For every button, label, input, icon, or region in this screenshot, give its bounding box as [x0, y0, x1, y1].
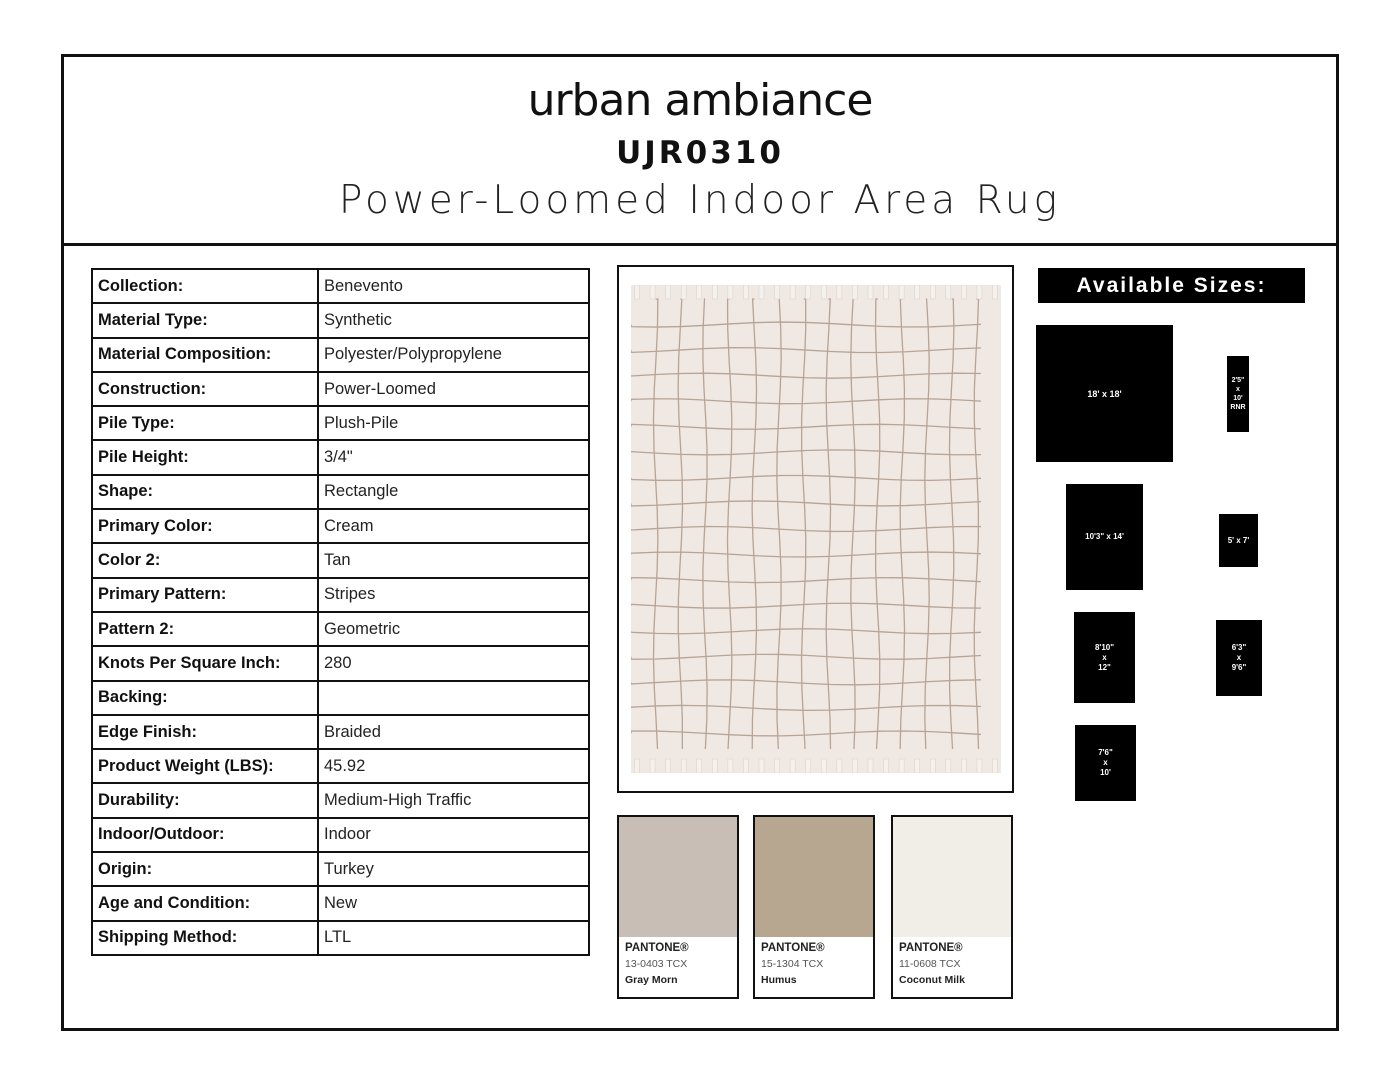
rug-tassel	[743, 759, 748, 773]
spec-label: Primary Pattern:	[92, 578, 318, 612]
rug-tassel	[697, 285, 702, 299]
spec-value: Polyester/Polypropylene	[318, 338, 589, 372]
spec-label: Material Type:	[92, 303, 318, 337]
spec-label: Indoor/Outdoor:	[92, 818, 318, 852]
spec-value: Stripes	[318, 578, 589, 612]
size-10x14: 10'3" x 14'	[1066, 484, 1143, 590]
spec-value: Synthetic	[318, 303, 589, 337]
rug-tassel	[635, 759, 640, 773]
rug-tassel	[915, 759, 920, 773]
spec-value: Plush-Pile	[318, 406, 589, 440]
rug-tassel	[884, 759, 889, 773]
spec-label: Durability:	[92, 783, 318, 817]
swatch-name: Gray Morn	[625, 974, 678, 986]
spec-row	[92, 372, 589, 406]
spec-row	[92, 818, 589, 852]
spec-table	[91, 268, 590, 956]
rug-tassel	[899, 759, 904, 773]
rug-tassel	[790, 759, 795, 773]
rug-tassel	[743, 285, 748, 299]
rug-tassel	[993, 759, 998, 773]
spec-label: Age and Condition:	[92, 886, 318, 920]
spec-label: Pile Height:	[92, 440, 318, 474]
rug-tassel	[728, 285, 733, 299]
spec-value: LTL	[318, 921, 589, 955]
swatch-code: 13-0403 TCX	[625, 958, 688, 970]
spec-label: Edge Finish:	[92, 715, 318, 749]
spec-label: Material Composition:	[92, 338, 318, 372]
rug-field	[631, 299, 1001, 759]
spec-value: 45.92	[318, 749, 589, 783]
spec-value: 280	[318, 646, 589, 680]
size-runner: 2'5" x 10' RNR	[1227, 356, 1249, 432]
spec-row	[92, 783, 589, 817]
rug-tassel	[759, 759, 764, 773]
swatch-coconut-milk	[891, 815, 1013, 999]
spec-value: Indoor	[318, 818, 589, 852]
spec-label: Pattern 2:	[92, 612, 318, 646]
size-7x10: 7'6" x 10'	[1075, 725, 1136, 801]
rug-tassel	[759, 285, 764, 299]
rug-tassel	[821, 285, 826, 299]
spec-row	[92, 509, 589, 543]
spec-row	[92, 921, 589, 955]
rug-tassel	[899, 285, 904, 299]
swatch-color	[893, 817, 1011, 937]
rug-tassel	[712, 759, 717, 773]
spec-row	[92, 646, 589, 680]
size-8x12: 8'10" x 12"	[1074, 612, 1135, 703]
rug-tassel	[775, 759, 780, 773]
brand-logo: urban ambiance	[527, 75, 873, 126]
spec-label: Knots Per Square Inch:	[92, 646, 318, 680]
rug-tassel	[681, 759, 686, 773]
swatch-brand: PANTONE®	[761, 942, 825, 954]
spec-row	[92, 269, 589, 303]
rug-tassel	[837, 285, 842, 299]
spec-label: Origin:	[92, 852, 318, 886]
rug-tassel	[806, 759, 811, 773]
spec-value: Turkey	[318, 852, 589, 886]
rug-tassel	[681, 285, 686, 299]
rug-tassel	[915, 285, 920, 299]
spec-value: 3/4"	[318, 440, 589, 474]
rug-tassel	[946, 759, 951, 773]
product-title: Power-Loomed Indoor Area Rug	[338, 178, 1062, 223]
rug-tassel	[977, 759, 982, 773]
rug-tassel	[697, 759, 702, 773]
swatch-color	[619, 817, 737, 937]
spec-row	[92, 440, 589, 474]
rug-tassel	[635, 285, 640, 299]
spec-value: Geometric	[318, 612, 589, 646]
spec-value: Tan	[318, 543, 589, 577]
rug-tassel	[775, 285, 780, 299]
rug-tassel	[650, 285, 655, 299]
rug-tassel	[930, 285, 935, 299]
swatch-code: 15-1304 TCX	[761, 958, 824, 970]
swatch-name: Coconut Milk	[899, 974, 965, 986]
spec-value: Benevento	[318, 269, 589, 303]
rug-tassel	[790, 285, 795, 299]
spec-row	[92, 612, 589, 646]
swatch-brand: PANTONE®	[899, 942, 963, 954]
rug-tassel	[884, 285, 889, 299]
spec-label: Pile Type:	[92, 406, 318, 440]
rug-tassel	[930, 759, 935, 773]
rug-tassel	[806, 285, 811, 299]
spec-row	[92, 406, 589, 440]
spec-label: Collection:	[92, 269, 318, 303]
spec-value: Braided	[318, 715, 589, 749]
spec-label: Shipping Method:	[92, 921, 318, 955]
rug-tassel	[961, 285, 966, 299]
rug-tassel	[946, 285, 951, 299]
rug-image	[631, 285, 1001, 773]
spec-label: Color 2:	[92, 543, 318, 577]
swatch-brand: PANTONE®	[625, 942, 689, 954]
product-sku: UJR0310	[616, 135, 784, 171]
spec-label: Backing:	[92, 681, 318, 715]
rug-tassel	[666, 285, 671, 299]
rug-image-frame	[617, 265, 1014, 793]
spec-row	[92, 749, 589, 783]
spec-label: Primary Color:	[92, 509, 318, 543]
rug-tassel	[852, 285, 857, 299]
swatch-gray-morn	[617, 815, 739, 999]
swatch-code: 11-0608 TCX	[899, 958, 961, 970]
rug-tassel	[666, 759, 671, 773]
spec-row	[92, 681, 589, 715]
spec-value: Medium-High Traffic	[318, 783, 589, 817]
rug-tassel	[650, 759, 655, 773]
rug-tassel	[868, 759, 873, 773]
available-sizes-heading: Available Sizes:	[1038, 268, 1305, 303]
spec-row	[92, 852, 589, 886]
spec-label: Construction:	[92, 372, 318, 406]
rug-tassel	[712, 285, 717, 299]
spec-value: Rectangle	[318, 475, 589, 509]
swatch-name: Humus	[761, 974, 797, 986]
spec-value: New	[318, 886, 589, 920]
spec-label: Shape:	[92, 475, 318, 509]
spec-row	[92, 543, 589, 577]
rug-tassel	[837, 759, 842, 773]
header	[64, 57, 1336, 246]
rug-tassel	[961, 759, 966, 773]
spec-value: Power-Loomed	[318, 372, 589, 406]
rug-tassel	[993, 285, 998, 299]
spec-label: Product Weight (LBS):	[92, 749, 318, 783]
rug-tassel	[977, 285, 982, 299]
spec-row	[92, 338, 589, 372]
spec-row	[92, 886, 589, 920]
spec-value	[318, 681, 589, 715]
size-18x18: 18' x 18'	[1036, 325, 1173, 462]
rug-tassel	[728, 759, 733, 773]
spec-row	[92, 303, 589, 337]
swatch-color	[755, 817, 873, 937]
spec-row	[92, 715, 589, 749]
rug-tassel	[852, 759, 857, 773]
size-5x7: 5' x 7'	[1219, 514, 1258, 567]
spec-row	[92, 475, 589, 509]
swatch-humus	[753, 815, 875, 999]
rug-tassel	[821, 759, 826, 773]
rug-tassel	[868, 285, 873, 299]
size-6x9: 6'3" x 9'6"	[1216, 620, 1262, 696]
spec-value: Cream	[318, 509, 589, 543]
spec-row	[92, 578, 589, 612]
